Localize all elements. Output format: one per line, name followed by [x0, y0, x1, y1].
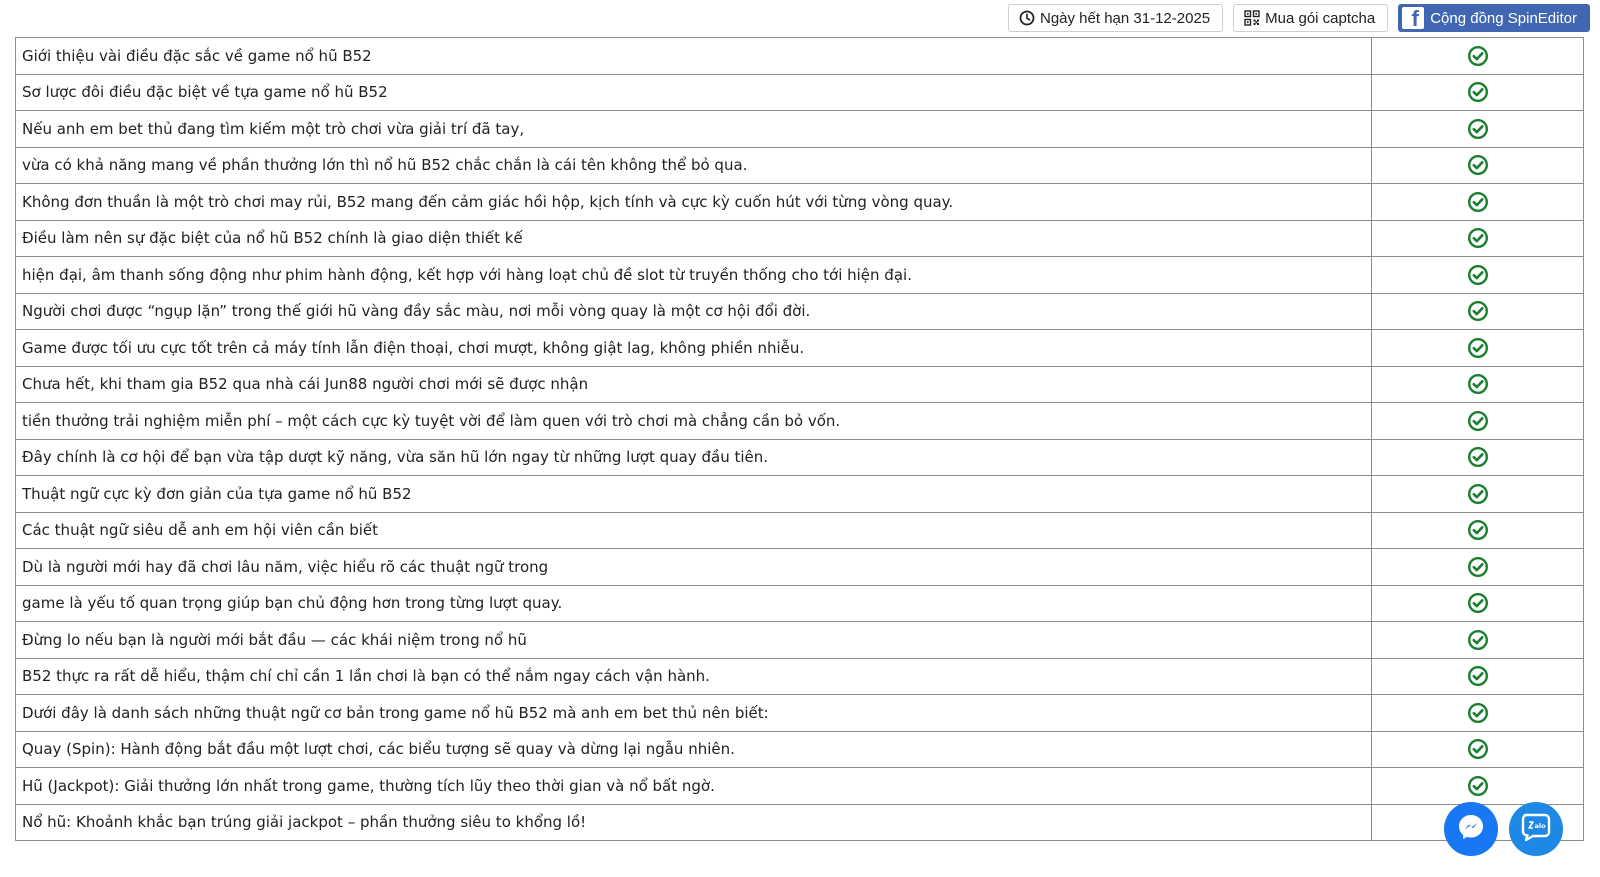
check-circle-icon	[1467, 592, 1489, 614]
check-circle-icon	[1467, 154, 1489, 176]
row-text: Điều làm nên sự đặc biệt của nổ hũ B52 chính là giao diện thiết kế	[16, 220, 1372, 257]
row-status-cell	[1372, 257, 1584, 294]
table-row	[16, 585, 1584, 622]
row-text: game là yếu tố quan trọng giúp bạn chủ động hơn trong từng lượt quay.	[16, 585, 1372, 622]
row-text: Chưa hết, khi tham gia B52 qua nhà cái Jun88 người chơi mới sẽ được nhận	[16, 366, 1372, 403]
row-status-cell	[1372, 330, 1584, 367]
buy-captcha-label: Mua gói captcha	[1265, 9, 1376, 27]
top-toolbar	[1008, 0, 1600, 36]
row-text: Đừng lo nếu bạn là người mới bắt đầu — các khái niệm trong nổ hũ	[16, 622, 1372, 659]
table-row	[16, 622, 1584, 659]
table-row	[16, 768, 1584, 805]
check-circle-icon	[1467, 373, 1489, 395]
row-text: Các thuật ngữ siêu dễ anh em hội viên cần biết	[16, 512, 1372, 549]
row-text: Nếu anh em bet thủ đang tìm kiếm một trò chơi vừa giải trí đã tay,	[16, 111, 1372, 148]
messenger-chat-button[interactable]	[1444, 802, 1498, 856]
zalo-icon	[1518, 809, 1554, 850]
table-row	[16, 658, 1584, 695]
row-status-cell	[1372, 658, 1584, 695]
check-circle-icon	[1467, 227, 1489, 249]
check-circle-icon	[1467, 81, 1489, 103]
expiry-date-button[interactable]	[1008, 4, 1223, 32]
row-text: Dù là người mới hay đã chơi lâu năm, việc hiểu rõ các thuật ngữ trong	[16, 549, 1372, 586]
messenger-icon	[1456, 812, 1486, 847]
row-text: Nổ hũ: Khoảnh khắc bạn trúng giải jackpot – phần thưởng siêu to khổng lồ!	[16, 804, 1372, 841]
row-status-cell	[1372, 768, 1584, 805]
row-text: Đây chính là cơ hội để bạn vừa tập dượt kỹ năng, vừa săn hũ lớn ngay từ những lượt quay đầu tiên.	[16, 439, 1372, 476]
check-circle-icon	[1467, 410, 1489, 432]
table-row	[16, 549, 1584, 586]
check-circle-icon	[1467, 264, 1489, 286]
check-circle-icon	[1467, 629, 1489, 651]
expiry-date-label: Ngày hết hạn 31-12-2025	[1040, 9, 1211, 27]
zalo-chat-button[interactable]	[1509, 802, 1563, 856]
row-text: Sơ lược đôi điều đặc biệt về tựa game nổ hũ B52	[16, 74, 1372, 111]
check-circle-icon	[1467, 300, 1489, 322]
check-circle-icon	[1467, 702, 1489, 724]
table-row	[16, 220, 1584, 257]
row-status-cell	[1372, 366, 1584, 403]
svg-text:alo: alo	[1534, 821, 1546, 830]
check-circle-icon	[1467, 519, 1489, 541]
row-status-cell	[1372, 74, 1584, 111]
table-row	[16, 74, 1584, 111]
check-circle-icon	[1467, 775, 1489, 797]
table-row	[16, 731, 1584, 768]
row-status-cell	[1372, 695, 1584, 732]
community-spineditor-button[interactable]	[1398, 4, 1590, 32]
table-row	[16, 111, 1584, 148]
row-status-cell	[1372, 622, 1584, 659]
row-status-cell	[1372, 111, 1584, 148]
row-status-cell	[1372, 403, 1584, 440]
check-circle-icon	[1467, 483, 1489, 505]
row-text: B52 thực ra rất dễ hiểu, thậm chí chỉ cần 1 lần chơi là bạn có thể nắm ngay cách vận hành.	[16, 658, 1372, 695]
buy-captcha-button[interactable]	[1233, 4, 1388, 32]
content-table	[15, 37, 1584, 841]
table-row	[16, 38, 1584, 75]
row-status-cell	[1372, 38, 1584, 75]
row-status-cell	[1372, 476, 1584, 513]
table-row	[16, 293, 1584, 330]
content-table-container	[15, 37, 1583, 841]
check-circle-icon	[1467, 556, 1489, 578]
check-circle-icon	[1467, 118, 1489, 140]
clock-icon	[1019, 10, 1035, 26]
check-circle-icon	[1467, 446, 1489, 468]
row-status-cell	[1372, 293, 1584, 330]
row-text: Hũ (Jackpot): Giải thưởng lớn nhất trong game, thường tích lũy theo thời gian và nổ bất ngờ.	[16, 768, 1372, 805]
check-circle-icon	[1467, 738, 1489, 760]
row-text: Quay (Spin): Hành động bắt đầu một lượt chơi, các biểu tượng sẽ quay và dừng lại ngẫu nhiên.	[16, 731, 1372, 768]
table-row	[16, 804, 1584, 841]
row-text: Thuật ngữ cực kỳ đơn giản của tựa game nổ hũ B52	[16, 476, 1372, 513]
row-status-cell	[1372, 512, 1584, 549]
check-circle-icon	[1467, 337, 1489, 359]
table-row	[16, 330, 1584, 367]
row-text: hiện đại, âm thanh sống động như phim hành động, kết hợp với hàng loạt chủ đề slot từ truyền thống cho tới hiện đại.	[16, 257, 1372, 294]
row-status-cell	[1372, 439, 1584, 476]
check-circle-icon	[1467, 45, 1489, 67]
row-text: Người chơi được “ngụp lặn” trong thế giới hũ vàng đầy sắc màu, nơi mỗi vòng quay là một cơ hội đổi đời.	[16, 293, 1372, 330]
row-text: vừa có khả năng mang về phần thưởng lớn thì nổ hũ B52 chắc chắn là cái tên không thể bỏ qua.	[16, 147, 1372, 184]
table-row	[16, 695, 1584, 732]
table-row	[16, 366, 1584, 403]
row-status-cell	[1372, 585, 1584, 622]
row-status-cell	[1372, 184, 1584, 221]
row-text: tiền thưởng trải nghiệm miễn phí – một cách cực kỳ tuyệt vời để làm quen với trò chơi mà chẳng cần bỏ vốn.	[16, 403, 1372, 440]
table-row	[16, 184, 1584, 221]
row-status-cell	[1372, 220, 1584, 257]
table-row	[16, 439, 1584, 476]
check-circle-icon	[1467, 191, 1489, 213]
qr-code-icon	[1244, 10, 1260, 26]
table-row	[16, 403, 1584, 440]
row-status-cell	[1372, 549, 1584, 586]
facebook-icon: f	[1402, 7, 1424, 29]
table-row	[16, 476, 1584, 513]
community-label: Cộng đồng SpinEditor	[1430, 9, 1577, 27]
table-row	[16, 257, 1584, 294]
table-row	[16, 147, 1584, 184]
row-text: Giới thiệu vài điều đặc sắc về game nổ hũ B52	[16, 38, 1372, 75]
check-circle-icon	[1467, 665, 1489, 687]
row-text: Dưới đây là danh sách những thuật ngữ cơ bản trong game nổ hũ B52 mà anh em bet thủ nên biết:	[16, 695, 1372, 732]
row-text: Không đơn thuần là một trò chơi may rủi, B52 mang đến cảm giác hồi hộp, kịch tính và cực kỳ cuốn hút với từng vòng quay.	[16, 184, 1372, 221]
row-status-cell	[1372, 147, 1584, 184]
row-text: Game được tối ưu cực tốt trên cả máy tính lẫn điện thoại, chơi mượt, không giật lag, không phiền nhiễu.	[16, 330, 1372, 367]
table-row	[16, 512, 1584, 549]
row-status-cell	[1372, 731, 1584, 768]
